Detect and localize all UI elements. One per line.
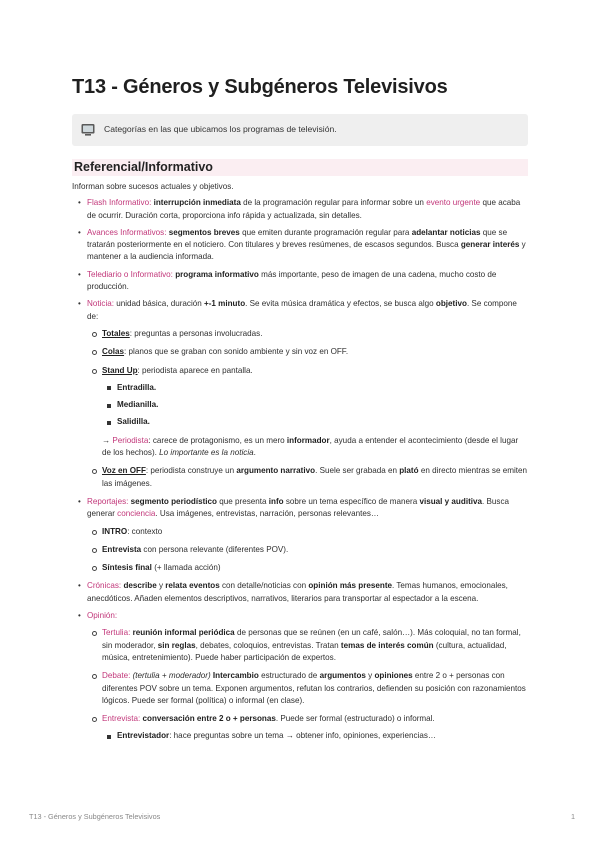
periodista-note: → Periodista: carece de protagonismo, es un mero informador, ayuda a entender el acontecimiento (desde el lugar de los hechos). Lo importante es la noticia.	[102, 435, 519, 458]
opinion-sublist	[87, 627, 528, 742]
list-item-telediario: • Telediario o Informativo: programa informativo más importante, peso de imagen de una cadena, mucho costo de producción.	[72, 269, 528, 294]
tv-icon	[81, 123, 95, 136]
sublist-item-sintesis: Síntesis final (+ llamada acción)	[87, 562, 528, 574]
callout-box	[72, 114, 528, 146]
section-intro: Informan sobre sucesos actuales y objetivos.	[72, 182, 234, 191]
callout-text: Categorías en las que ubicamos los programas de televisión.	[104, 124, 337, 134]
section-body	[72, 181, 528, 749]
sublist-item-entrevistador: Entrevistador: hace preguntas sobre un tema → obtener info, opiniones, experiencias…	[102, 730, 528, 742]
sublist-item-standup: Stand Up: periodista aparece en pantalla. Entradilla. Medianilla. Salidilla.	[87, 365, 528, 429]
reportajes-sublist	[87, 526, 528, 575]
standup-item: Medianilla.	[102, 399, 528, 411]
sublist-item-intro: INTRO: contexto	[87, 526, 528, 538]
sublist-item-vozoff: Voz en OFF: periodista construye un argumento narrativo. Suele ser grabada en plató en directo mientras se emiten las imágenes.	[87, 465, 528, 490]
sublist-item-totales: Totales: preguntas a personas involucradas.	[87, 328, 528, 340]
list-item-noticia: • Noticia: unidad básica, duración +-1 minuto. Se evita música dramática y efectos, se busca algo objetivo. Se compone de: Totales: preguntas a personas involucradas. Colas: planos que se graban con sonido ambiente y sin voz en OFF. Stand Up: periodista aparece en pantalla. Entradilla. Medianilla. Salidilla. → Periodista: carece de protagonismo, es un mero informador, ayuda a entender el acontecimiento (desde el lugar de los hechos). Lo importante es la noticia. Voz en OFF: periodista construye un argumento narrativo. Suele ser grabada en plató en directo mientras se emiten las imágenes.	[72, 298, 528, 490]
page-number: 1	[570, 812, 575, 821]
standup-sublist	[102, 382, 528, 429]
genre-list	[72, 197, 528, 742]
list-item-flash: • Flash Informativo: interrupción inmediata de la programación regular para informar sobre un evento urgente que acaba de ocurrir. Duración corta, proporciona info rápida y actualizada, sin detalles.	[72, 197, 528, 222]
section-heading: Referencial/Informativo	[72, 159, 528, 176]
standup-item: Entradilla.	[102, 382, 528, 394]
sublist-item-entrevista-opinion: Entrevista: conversación entre 2 o + personas. Puede ser formal (estructurado) o informal. Entrevistador: hace preguntas sobre un tema → obtener info, opiniones, experiencias…	[87, 713, 528, 743]
page-title: T13 - Géneros y Subgéneros Televisivos	[72, 76, 448, 98]
page-footer	[29, 812, 575, 821]
sublist-item-entrevista: Entrevista con persona relevante (diferentes POV).	[87, 544, 528, 556]
sublist-item-tertulia: Tertulia: reunión informal periódica de personas que se reúnen (en un café, salón…). Más coloquial, no tan formal, sin moderador, sin reglas, debates, coloquios, entrevistas. Tratan temas de interés común (cultura, actualidad, música, entretenimiento). Puede haber participación de expertos.	[87, 627, 528, 664]
noticia-sublist	[87, 328, 528, 429]
list-item-cronicas: • Crónicas: describe y relata eventos con detalle/noticias con opinión más presente. Temas humanos, emocionales, anecdóticos. Añaden elementos descriptivos, narrativos, literarios para transportar al espectador a la escena.	[72, 580, 528, 605]
footer-title: T13 - Géneros y Subgéneros Televisivos	[29, 812, 161, 821]
list-item-opinion: • Opinión: Tertulia: reunión informal periódica de personas que se reúnen (en un café, salón…). Más coloquial, no tan formal, sin moderador, sin reglas, debates, coloquios, entrevistas. Tratan temas de interés común (cultura, actualidad, música, entretenimiento). Puede haber participación de expertos. Debate: (tertulia + moderador) Intercambio estructurado de argumentos y opiniones entre 2 o + personas con diferentes POV sobre un tema. Exponen argumentos, refutan los contrarios, defienden su posición con razonamientos lógicos. Puede ser formal (política) o informal (en clase). Entrevista: conversación entre 2 o + personas. Puede ser formal (estructurado) o informal. Entrevistador: hace preguntas sobre un tema → obtener info, opiniones, experiencias…	[72, 610, 528, 743]
list-item-avances: • Avances Informativos: segmentos breves que emiten durante programación regular para adelantar noticias que se tratarán posteriormente en el noticiero. Con titulares y breves resúmenes, de escasos segundos. Busca generar interés y mantener a la audiencia informada.	[72, 227, 528, 264]
sublist-item-debate: Debate: (tertulia + moderador) Intercambio estructurado de argumentos y opiniones entre 2 o + personas con diferentes POV sobre un tema. Exponen argumentos, refutan los contrarios, defienden su posición con razonamientos lógicos. Puede ser formal (política) o informal (en clase).	[87, 670, 528, 707]
list-item-reportajes: • Reportajes: segmento periodístico que presenta info sobre un tema específico de manera visual y auditiva. Busca generar conciencia. Usa imágenes, entrevistas, narración, personas relevantes… INTRO: contexto Entrevista con persona relevante (diferentes POV). Síntesis final (+ llamada acción)	[72, 496, 528, 574]
noticia-sublist-2	[87, 465, 528, 490]
entrevista-sublist	[102, 730, 528, 742]
sublist-item-colas: Colas: planos que se graban con sonido ambiente y sin voz en OFF.	[87, 346, 528, 358]
standup-item: Salidilla.	[102, 416, 528, 428]
